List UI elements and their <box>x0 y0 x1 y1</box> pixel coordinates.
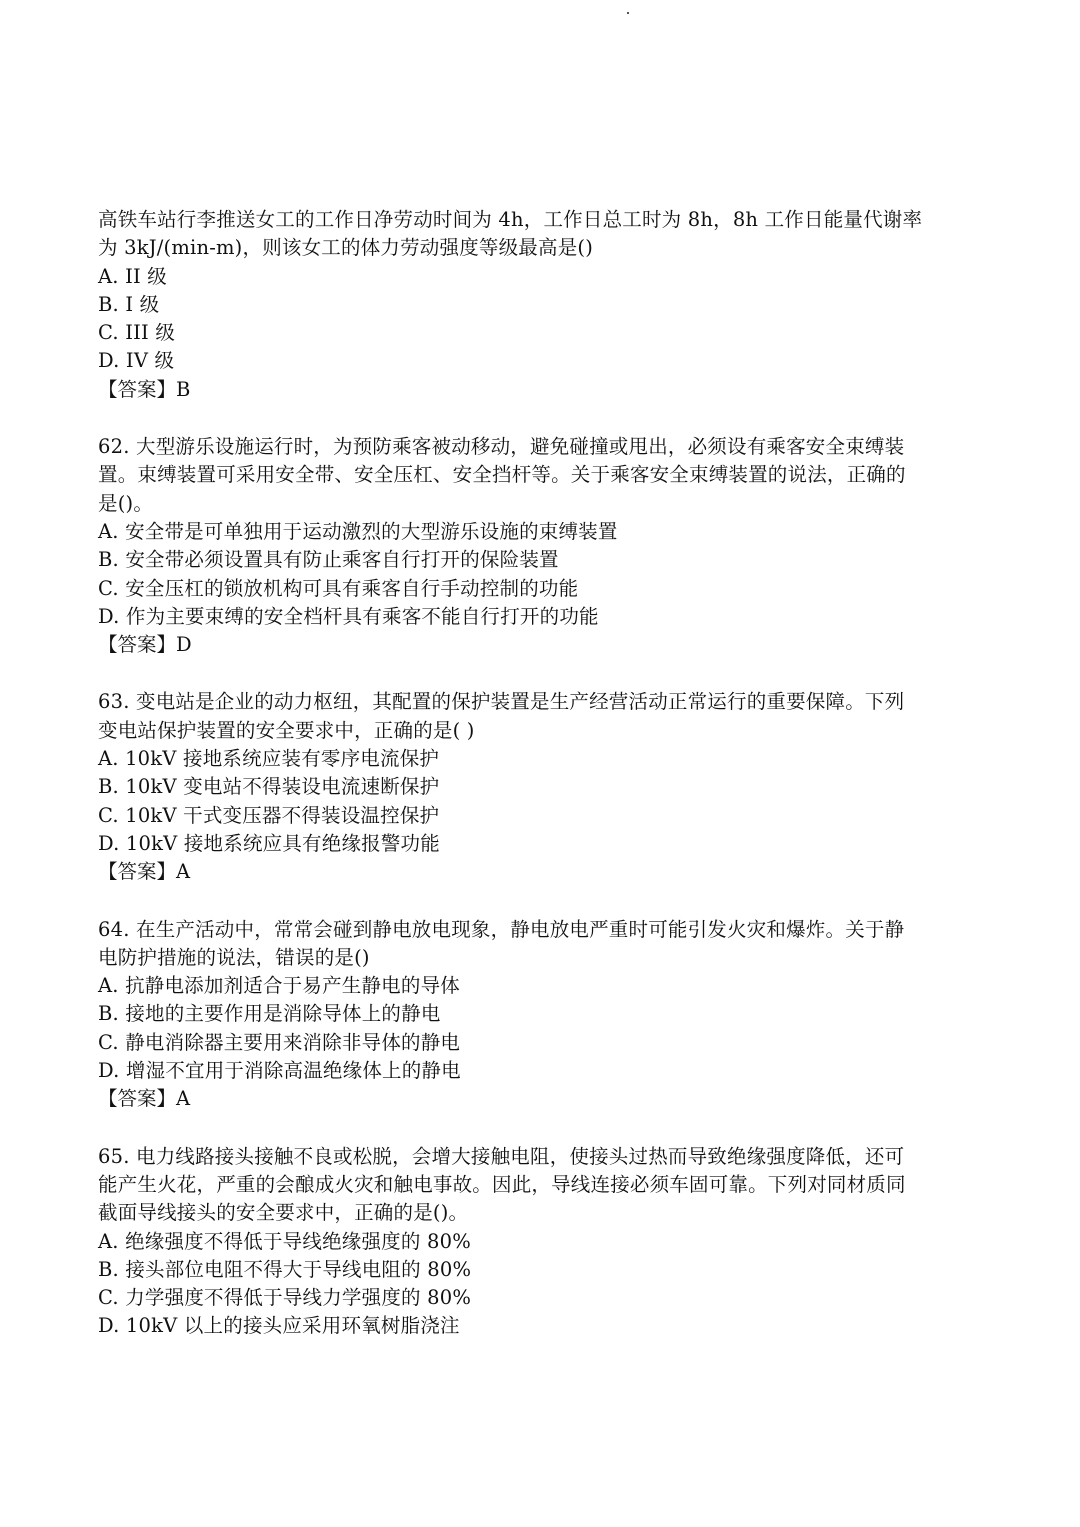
option-c: C. 安全压杠的锁放机构可具有乘客自行手动控制的功能 <box>98 576 579 600</box>
option-a: A. II 级 <box>98 264 167 288</box>
option-b: B. 安全带必须设置具有防止乘客自行打开的保险装置 <box>98 548 559 572</box>
stem-line: 65. 电力线路接头接触不良或松脱，会增大接触电阻，使接头过热而导致绝缘强度降低，还可 <box>98 1144 905 1168</box>
option-d: D. 10kV 以上的接头应采用环氧树脂浇注 <box>98 1314 460 1338</box>
option-b: B. I 级 <box>98 292 160 316</box>
stem-line: 是()。 <box>98 491 154 515</box>
stem-line: 64. 在生产活动中，常常会碰到静电放电现象，静电放电严重时可能引发火灾和爆炸。关于静 <box>98 917 905 941</box>
stem-line: 能产生火花，严重的会酿成火灾和触电事故。因此，导线连接必须车固可靠。下列对同材质同 <box>98 1172 906 1196</box>
answer-line: 【答案】D <box>98 633 192 657</box>
stem-line: 63. 变电站是企业的动力枢纽，其配置的保护装置是生产经营活动正常运行的重要保障。下列 <box>98 690 905 714</box>
question-61 <box>98 206 988 404</box>
option-b: B. 接头部位电阻不得大于导线电阻的 80% <box>98 1257 472 1281</box>
option-d: D. 10kV 接地系统应具有绝缘报警功能 <box>98 831 440 855</box>
stem-line: 截面导线接头的安全要求中，正确的是()。 <box>98 1201 469 1225</box>
option-d: D. IV 级 <box>98 349 175 373</box>
answer-line: 【答案】A <box>98 860 191 884</box>
option-b: B. 10kV 变电站不得装设电流速断保护 <box>98 775 440 799</box>
option-a: A. 绝缘强度不得低于导线绝缘强度的 80% <box>98 1229 471 1253</box>
option-b: B. 接地的主要作用是消除导体上的静电 <box>98 1002 441 1026</box>
stem-line: 变电站保护装置的安全要求中，正确的是( ) <box>98 718 475 742</box>
question-63 <box>98 688 988 886</box>
option-a: A. 10kV 接地系统应装有零序电流保护 <box>98 747 440 771</box>
option-c: C. 静电消除器主要用来消除非导体的静电 <box>98 1030 461 1054</box>
question-62 <box>98 433 988 659</box>
option-d: D. 作为主要束缚的安全档杆具有乘客不能自行打开的功能 <box>98 604 599 628</box>
option-a: A. 抗静电添加剂适合于易产生静电的导体 <box>98 974 460 998</box>
answer-line: 【答案】A <box>98 1087 191 1111</box>
answer-line: 【答案】B <box>98 377 191 401</box>
option-c: C. III 级 <box>98 321 176 345</box>
question-stem <box>98 916 988 973</box>
stem-line: 高铁车站行李推送女工的工作日净劳动时间为 4h，工作日总工时为 8h，8h 工作日能量代谢率 <box>98 208 923 231</box>
option-a: A. 安全带是可单独用于运动激烈的大型游乐设施的束缚装置 <box>98 519 618 543</box>
stem-line: 电防护措施的说法，错误的是() <box>98 945 370 969</box>
stem-line: 为 3kJ/(min-m)，则该女工的体力劳动强度等级最高是() <box>98 236 594 260</box>
option-c: C. 10kV 干式变压器不得装设温控保护 <box>98 803 440 827</box>
page-mark <box>627 12 629 14</box>
question-65 <box>98 1143 988 1341</box>
option-d: D. 增湿不宜用于消除高温绝缘体上的静电 <box>98 1059 461 1083</box>
stem-line: 62. 大型游乐设施运行时，为预防乘客被动移动，避免碰撞或甩出，必须设有乘客安全束缚装 <box>98 435 905 459</box>
question-stem <box>98 433 988 518</box>
question-stem <box>98 688 988 745</box>
stem-line: 置。束缚装置可采用安全带、安全压杠、安全挡杆等。关于乘客安全束缚装置的说法，正确的 <box>98 463 906 487</box>
question-stem <box>98 1143 988 1228</box>
question-64 <box>98 916 988 1114</box>
question-stem <box>98 206 988 263</box>
document-page <box>98 206 988 1370</box>
option-c: C. 力学强度不得低于导线力学强度的 80% <box>98 1286 472 1310</box>
